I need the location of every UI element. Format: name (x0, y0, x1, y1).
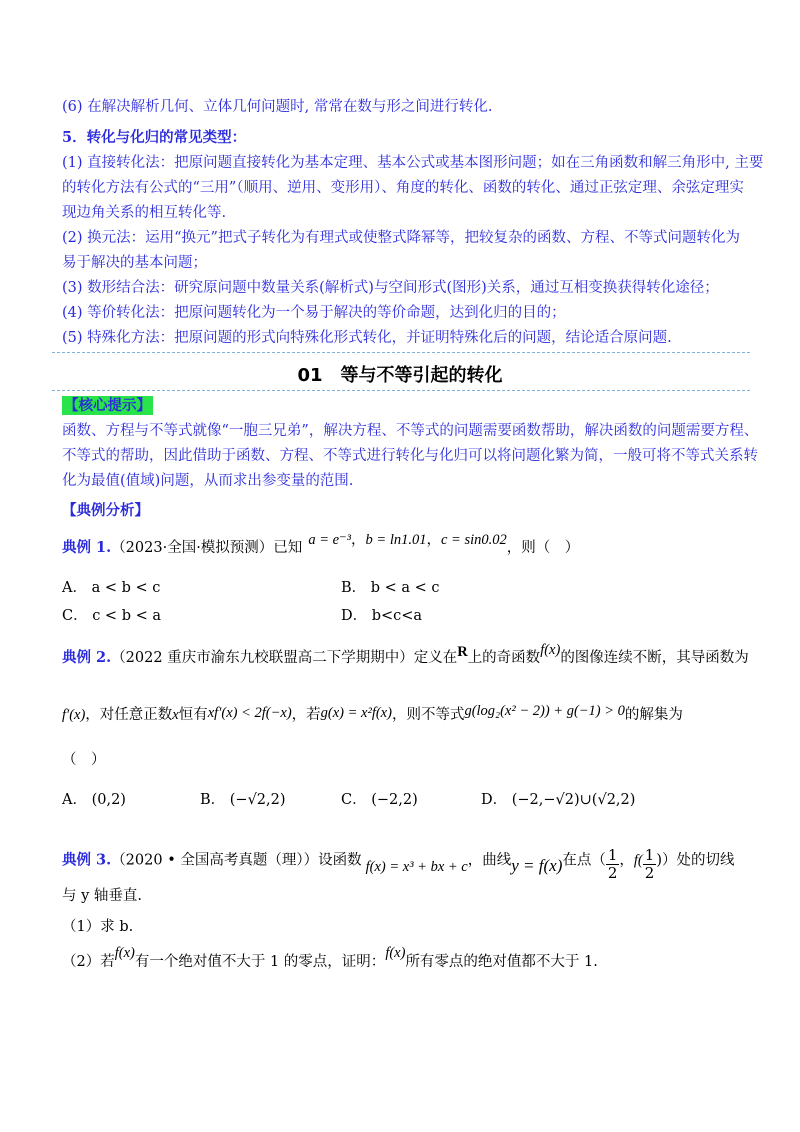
example-1-a: a = e⁻³ (308, 532, 352, 548)
example-3-stem-line-1 (62, 843, 735, 882)
example-2-text-c: 恒有 (178, 707, 208, 723)
example-3-denominator-2: 2 (644, 864, 655, 882)
example-3-source: （2020 • 全国高考真题（理））设函数 (111, 852, 362, 869)
core-tip-line-1: 函数、方程与不等式就像“一胞三兄弟”，解决方程、不等式的问题需要函数帮助，解决函数的问题需要方程、 (62, 423, 759, 439)
intro-item-6: (6) 在解决解析几何、立体几何问题时, 常常在数与形之间进行转化. (62, 99, 493, 115)
example-3-question-2 (62, 945, 598, 972)
example-2-text-b: ，对任意正数 (85, 707, 173, 723)
intro-type-4: (4) 等价转化法：把原问题转化为一个易于解决的等价命题，达到化归的目的； (62, 305, 566, 321)
example-2-option-d: D． (−2,−√2)∪(√2,2) (481, 792, 636, 808)
example-2-x: x (172, 707, 179, 723)
example-2-source: （2022 重庆市渝东九校联盟高二下学期期中）定义在 (111, 650, 458, 666)
example-2-text-d: ，若 (291, 707, 321, 723)
example-3-q2-c: 所有零点的绝对值都不大于 1. (405, 954, 598, 970)
example-2-stem-line-1 (62, 642, 749, 668)
example-3-close: )）处的切线 (656, 852, 735, 869)
intro-type-1-line-1: (1) 直接转化法：把原问题直接转化为基本定理、基本公式或基本图形问题；如在三角函数和解三角形中, 主要 (62, 155, 764, 171)
example-1-option-a: A． a < b < c (62, 580, 161, 596)
intro-type-2-line-2: 易于解决的基本问题； (62, 255, 207, 271)
example-2-gx: g(x) = x²f(x) (320, 705, 392, 721)
core-tip-line-3: 化为最值(值域)问题，从而求出参变量的范围. (62, 473, 354, 489)
example-3-function: f(x) = x³ + bx + c (365, 858, 468, 875)
example-1-b: b = ln1.01 (365, 532, 427, 548)
example-2-option-b: B． (−√2,2) (200, 792, 286, 808)
example-3-stem-line-2: 与 y 轴垂直. (62, 888, 143, 904)
divider-bottom (52, 390, 750, 391)
example-3-fraction (606, 847, 620, 882)
example-3-mid: ，曲线 (467, 852, 512, 869)
intro-type-1-line-3: 现边角关系的相互转化等. (62, 205, 227, 221)
example-2-option-c: C． (−2,2) (341, 792, 418, 808)
core-tip-line-2: 不等式的帮助，因此借助于函数、方程、不等式进行转化与化归可以将问题化繁为简，一般可将不等式关系转 (62, 448, 758, 464)
example-3-point-text: 在点（ (562, 852, 606, 869)
core-tip-label: 【核心提示】 (64, 397, 151, 414)
example-1-option-c: C． c < b < a (62, 608, 161, 624)
example-1-source: （2023·全国·模拟预测）已知 (111, 540, 303, 556)
example-3-denominator: 2 (607, 864, 618, 882)
example-2-end: 的图像连续不断，其导函数为 (560, 650, 749, 666)
example-2-stem-line-2 (62, 705, 683, 725)
example-2-inequality-2: g(log₂(x² − 2)) + g(−1) > 0 (464, 703, 625, 719)
example-3-comma: ， (619, 852, 634, 869)
example-3-q2-fx: f(x) (114, 945, 135, 961)
example-3-numerator-2: 1 (644, 846, 655, 864)
example-2-inequality: xf′(x) < 2f(−x) (207, 705, 292, 721)
example-2-derivative: f′(x) (62, 707, 86, 723)
example-2-text-f: 的解集为 (624, 707, 683, 723)
example-2-fx: f(x) (540, 642, 561, 658)
analysis-heading: 【典例分析】 (62, 502, 149, 519)
example-1-c: c = sin0.02 (441, 532, 507, 548)
example-1-stem: 典例 1.（2023·全国·模拟预测）已知 a = e⁻³，b = ln1.01，c = sin0.02，则（ ） (62, 532, 580, 556)
example-2-label: 典例 2. (62, 649, 112, 666)
example-3-numerator: 1 (607, 846, 618, 864)
example-3-label: 典例 3. (62, 851, 112, 869)
example-2-option-a: A． (0,2) (62, 792, 126, 808)
example-1-option-b: B． b < a < c (341, 580, 440, 596)
example-2-text-e: ，则不等式 (391, 707, 465, 723)
example-2-paren: （ ） (62, 752, 106, 768)
intro-type-1-line-2: 的转化方法有公式的“三用”（顺用、逆用、变形用）、角度的转化、函数的转化、通过正弦定理、余弦定理实 (62, 180, 744, 196)
example-3-q2-a: （2）若 (62, 954, 115, 970)
intro-type-5: (5) 特殊化方法：把原问题的形式向特殊化形式转化，并证明特殊化后的问题，结论适合原问题. (62, 330, 672, 346)
example-3-f-open: f( (633, 852, 643, 869)
section-heading-5: 5．转化与化归的常见类型： (62, 129, 247, 146)
intro-type-2-line-1: (2) 换元法：运用“换元”把式子转化为有理式或使整式降幂等，把较复杂的函数、方程、不等式问题转化为 (62, 230, 740, 246)
example-1-label: 典例 1. (62, 539, 112, 556)
example-3-q2-fx-2: f(x) (385, 945, 406, 961)
example-1-option-d: D． b<c<a (341, 608, 423, 624)
example-3-curve: y = f(x) (511, 855, 563, 875)
example-3-fraction-2 (643, 847, 657, 882)
example-1-tail: ，则（ ） (506, 540, 580, 556)
core-tip-tag (62, 396, 153, 416)
example-3-question-1: （1）求 b. (62, 919, 134, 935)
example-2-mid: 上的奇函数 (467, 650, 541, 666)
intro-type-3: (3) 数形结合法：研究原问题中数量关系(解析式)与空间形式(图形)关系，通过互相变换获得转化途径； (62, 280, 719, 296)
example-2-R: R (457, 644, 468, 660)
divider-top (52, 352, 750, 353)
example-3-q2-b: 有一个绝对值不大于 1 的零点，证明： (134, 954, 386, 970)
section-title: 01 等与不等引起的转化 (297, 365, 503, 386)
